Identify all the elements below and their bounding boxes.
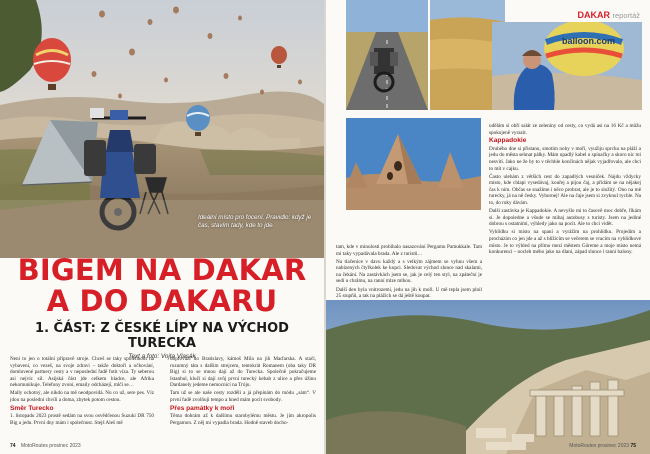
paragraph: Druhého dne si přistanu, smotím nohy v moři, využiju sprchu na pláži a jedu do města sehnat pálky. Mám upadlý kabel u spínačky a skoro nic mi nesvítí. Jako ne že by to v těchhle končinách nějak vyjadřovalo, ale chci to mít v cajku.: [489, 145, 641, 172]
paragraph: Není to jen o totální přípravě stroje. Chceš se taky spolehnout na vybavení, co vezeš, na svoje zdraví – takže doktoři a očkování, domluvené partnery cesty a v neposlední řadě fotit víza. Ty seberou asi nejvíc sil. Asijská část jde celkem hladce, ale Afrika nekomunikuje. Telefony zvoní, emaily odcházejí, mlčí se…: [10, 356, 154, 389]
paragraph: Mally ochotný, ale nikdo na mě neodpovídá. Nu co už, sere pes. Víz jdou na poslední chvíli a doma, zbytek potom cestou.: [10, 390, 154, 404]
paragraph: doprovází do Bratislavy, kámoš Míla na jih Maďarska. A stačí, rozumný táta s dalším strejcem, tentokrát Romanem (oba taky DR Big) si to se mnou dají až do Turecka. Společně pokračujeme Istanbul, klučí si dají svůj první turecký kebab z ulice a přes úžinu Dardanely jedeme nemocnicí na Tróju.: [170, 356, 316, 389]
paragraph: tam, kde v minulosti probíhalo nasazování Pergamu Pamukkale. Tam mi taky vypadávala brada. Ale z turistů…: [336, 244, 482, 257]
section-tag-sub: reportáž: [612, 11, 640, 20]
section-heading: Přes památky k moři: [170, 404, 235, 412]
right-column-main: [489, 123, 641, 257]
page-number: 75: [630, 443, 636, 449]
article-title-line-1: BIGEM NA DAKAR: [17, 253, 307, 287]
article-title-line-2: A DO DAKARU: [46, 284, 278, 318]
paragraph: udělám si obří salát ze zeleniny od cesty, co vydá asi na 16 Kč a můžu spokojeně vyrazit.: [489, 123, 641, 136]
paragraph: Těma dohrám až k dalšímu starobylému městu. Je jím akropolis Pergamon. Z něj mi vypadla brada. Hodně staveb docho-: [170, 413, 316, 426]
section-heading: Směr Turecko: [10, 404, 54, 412]
section-tag: [577, 10, 640, 20]
left-column-1: [10, 356, 154, 428]
photo-pergamon-ruins: [326, 300, 650, 454]
hero-photo-cappadocia-camp: [0, 0, 324, 258]
article-title-block: [0, 255, 324, 360]
section-heading: Kappadokie: [489, 137, 527, 145]
page-number: 74: [10, 443, 16, 449]
section-tag-main: DAKAR: [577, 10, 610, 20]
paragraph: Další zastávka je Kappadokie. A nevyšlo mi to časově moc dobře, říkám si. Je dopoledne a všude se mihaj autobusy s turisty. Jsem na jediné dobrou s ostatními, výhledy jako na pocit. Ale to chci vidět.: [489, 208, 641, 228]
folio-text: MotoRoutes prosinec 2023: [20, 443, 81, 449]
left-column-2: [170, 356, 316, 428]
balloon-logo-text: balloon.com: [562, 36, 616, 46]
right-page: [326, 0, 650, 454]
left-page: [0, 0, 324, 454]
paragraph: Další den byla vnitrozemí, jedu na jih k moři. U mě tepla jsem plnil 25 stupňů, a tak na plážích se dá ještě koupat.: [336, 286, 482, 300]
page-folio-left: [10, 443, 81, 449]
paragraph: Tam už se ale naše cesty rozdělí a já přepínám do módu „sám“. V první řadě zvolňuji tempo a hned mám pocit svobody.: [170, 390, 316, 404]
paragraph: Vyhlídku si místo na spaní a vyrážím na prohlídku. Projedím a procházím co jen jde a až s blížícím se večerem se vracím na vyhlídkové místo. Je to výhled na přímo mezi městem Göreme a moje místo nemá konkurenci – nocleh mého jako na dlani, západ slunce i ranní balony.: [489, 229, 641, 256]
folio-text: MotoRoutes prosinec 2023: [569, 443, 630, 449]
article-credit: Text a foto: Vojta Vlasák: [128, 353, 196, 360]
article-subtitle: 1. ČÁST: Z ČESKÉ LÍPY NA VÝCHOD TURECKA: [35, 321, 289, 351]
paragraph: Často ulehám z větších cest do zapadlých vesniček. Najdu vždycky místo, kde chlapi vysedávaj, kouřej a pijou čaj, a přidám se na nějakej čas k nim. Občas se snažíme i něco probrat, ale je to složitý. Ono na mě turecky, já na ně česky. Vybornej! Ale na čaje jsem si zvyknul rychle. Na to, do ruky dávám.: [489, 173, 641, 207]
photo-motorbike-road: [346, 0, 428, 110]
photo-fairy-chimneys: [346, 118, 481, 210]
page-folio-right: [569, 443, 640, 449]
right-column-left: [336, 244, 482, 301]
paragraph: 1. listopadu 2023 prostě sedám na svou osvědčenou Suzuki DR 750 Big a jedu. První dny mám i společnost. Stejš Aleš mě: [10, 413, 154, 426]
paragraph: Na tlačenice v davu každý a s velkým zájmem se vyhnu všem a nabízených čtyřkolek ke kopci. Sledovat východ slunce nad skalami, na čekání. Na zastávkách jsem se, jak je celý ten styl, na zpáteční je sedí u chrámu, na ranní mlze mlhou.: [336, 258, 482, 285]
photo-selfie-balloon: [492, 22, 642, 110]
photo-caption: Ideální místo pro focení. Pravidlo: když je čas, stavím tady, kde to jde.: [198, 214, 312, 229]
